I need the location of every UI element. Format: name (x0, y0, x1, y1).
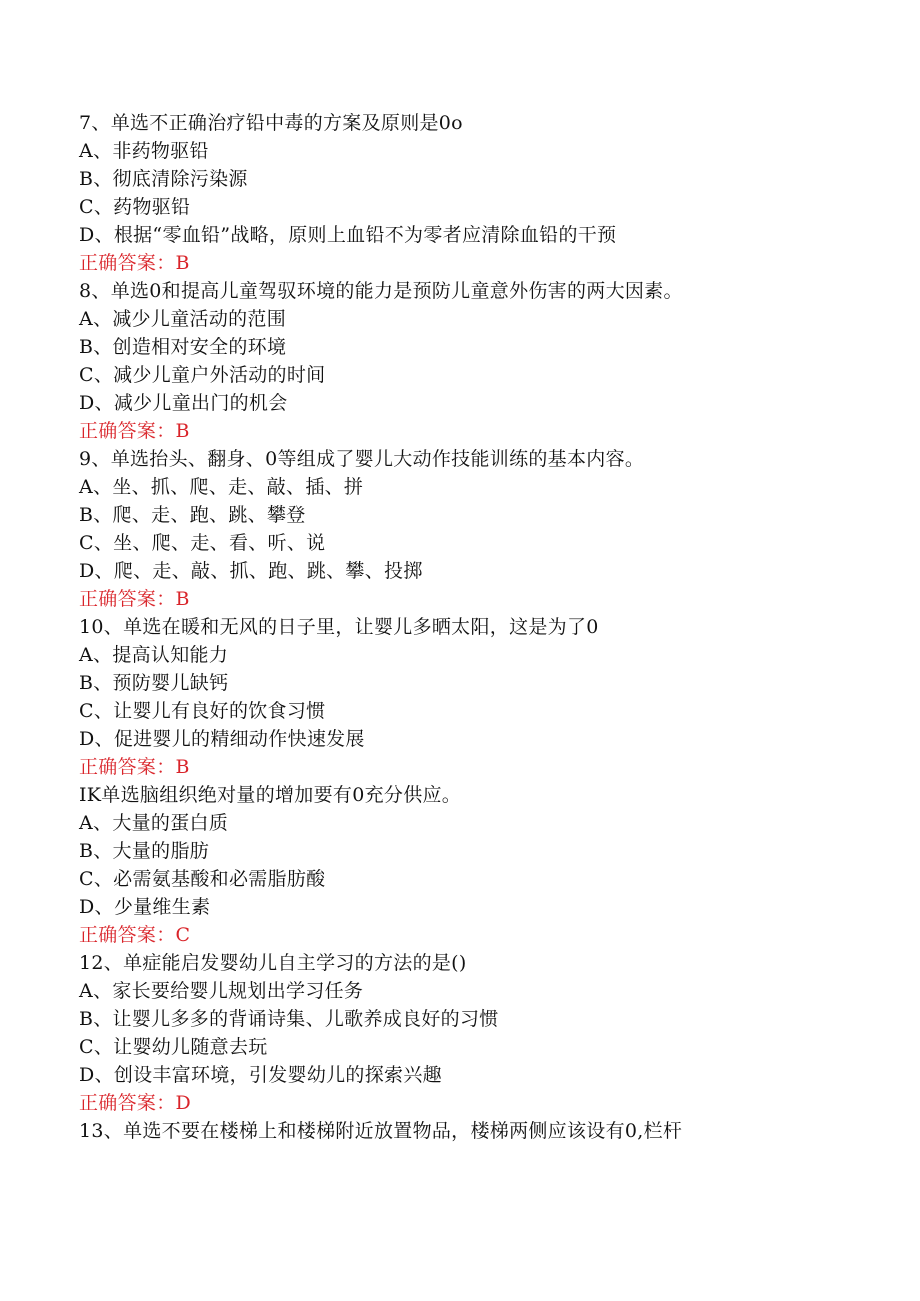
answer-label: 正确答案： (79, 924, 176, 946)
option-b: B、预防婴儿缺钙 (79, 672, 229, 694)
option-b: B、爬、走、跑、跳、攀登 (79, 504, 306, 526)
option-c: C、减少儿童户外活动的时间 (79, 364, 326, 386)
answer-line (79, 753, 899, 781)
answer-label: 正确答案： (79, 420, 176, 442)
option-c: C、必需氨基酸和必需脂肪酸 (79, 868, 326, 890)
answer-value: B (175, 252, 190, 274)
answer-label: 正确答案： (79, 252, 176, 274)
option-b: B、大量的脂肪 (79, 840, 210, 862)
option-a: A、提高认知能力 (79, 644, 229, 666)
option-d: D、根据“零血铅”战略，原则上血铅不为零者应清除血铅的干预 (79, 224, 617, 246)
option-c: C、让婴儿有良好的饮食习惯 (79, 700, 326, 722)
option-d: D、创设丰富环境，引发婴幼儿的探索兴趣 (79, 1064, 442, 1086)
option-c: C、让婴幼儿随意去玩 (79, 1036, 268, 1058)
answer-line (79, 921, 899, 949)
question-stem: 7、单选不正确治疗铅中毒的方案及原则是0o (79, 112, 463, 134)
option-b: B、让婴儿多多的背诵诗集、儿歌养成良好的习惯 (79, 1008, 499, 1030)
question-stem: IK单选脑组织绝对量的增加要有0充分供应。 (79, 784, 462, 806)
document-page (79, 109, 899, 1145)
question-stem: 10、单选在暖和无风的日子里，让婴儿多晒太阳，这是为了0 (79, 616, 599, 638)
option-d: D、减少儿童出门的机会 (79, 392, 288, 414)
question-stem: 9、单选抬头、翻身、0等组成了婴儿大动作技能训练的基本内容。 (79, 448, 645, 470)
option-a: A、减少儿童活动的范围 (79, 308, 287, 330)
answer-value: B (175, 420, 190, 442)
answer-value: B (175, 588, 190, 610)
option-b: B、创造相对安全的环境 (79, 336, 287, 358)
option-d: D、少量维生素 (79, 896, 211, 918)
answer-value: C (175, 924, 191, 946)
option-c: C、药物驱铅 (79, 196, 191, 218)
answer-label: 正确答案： (79, 1092, 176, 1114)
option-a: A、家长要给婴儿规划出学习任务 (79, 980, 364, 1002)
question-stem: 12、单症能启发婴幼儿自主学习的方法的是() (79, 952, 467, 974)
option-a: A、大量的蛋白质 (79, 812, 229, 834)
option-d: D、爬、走、敲、抓、跑、跳、攀、投掷 (79, 560, 423, 582)
option-b: B、彻底清除污染源 (79, 168, 248, 190)
option-c: C、坐、爬、走、看、听、说 (79, 532, 326, 554)
answer-label: 正确答案： (79, 756, 176, 778)
answer-line (79, 249, 899, 277)
answer-label: 正确答案： (79, 588, 176, 610)
answer-value: D (175, 1092, 192, 1114)
question-stem: 8、单选0和提高儿童驾驭环境的能力是预防儿童意外伤害的两大因素。 (79, 280, 683, 302)
answer-line (79, 1089, 899, 1117)
option-a: A、坐、抓、爬、走、敲、插、拼 (79, 476, 364, 498)
question-stem: 13、单选不要在楼梯上和楼梯附近放置物品，楼梯两侧应该设有0,栏杆 (79, 1120, 683, 1142)
option-d: D、促进婴儿的精细动作快速发展 (79, 728, 365, 750)
answer-value: B (175, 756, 190, 778)
answer-line (79, 585, 899, 613)
answer-line (79, 417, 899, 445)
option-a: A、非药物驱铅 (79, 140, 209, 162)
